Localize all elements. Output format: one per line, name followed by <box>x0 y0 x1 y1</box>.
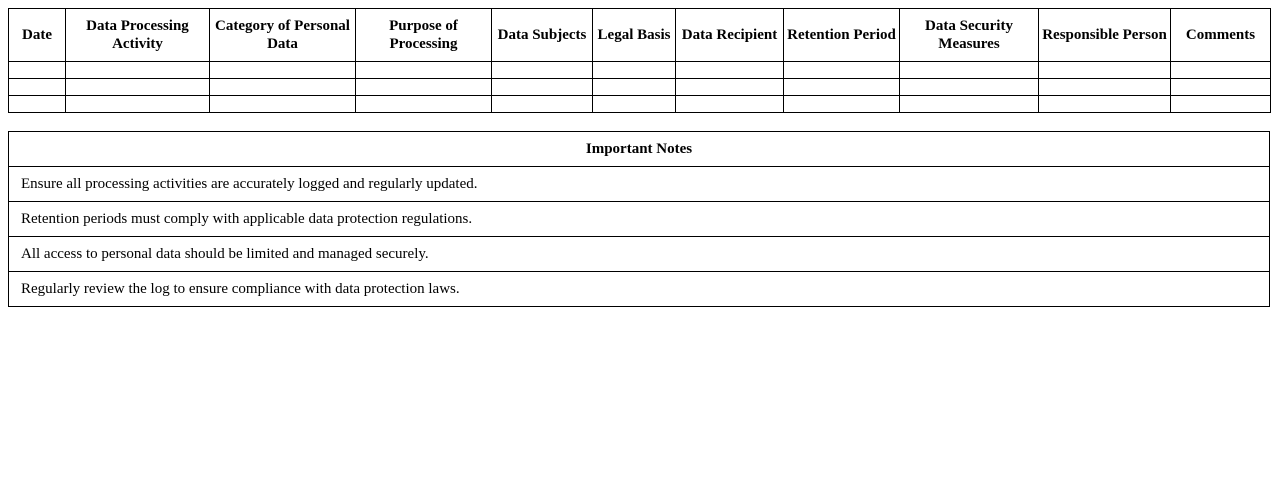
table-cell[interactable] <box>66 79 210 96</box>
notes-row <box>9 167 1270 202</box>
important-notes-section <box>8 131 1270 307</box>
table-cell[interactable] <box>1171 79 1271 96</box>
table-cell[interactable] <box>784 62 900 79</box>
table-cell[interactable] <box>593 96 676 113</box>
table-cell[interactable] <box>1039 62 1171 79</box>
table-cell[interactable] <box>900 79 1039 96</box>
note-item: All access to personal data should be limited and managed securely. <box>9 237 1270 272</box>
table-row <box>9 62 1271 79</box>
table-row <box>9 79 1271 96</box>
header-retention-period: Retention Period <box>784 9 900 62</box>
note-item: Retention periods must comply with applicable data protection regulations. <box>9 202 1270 237</box>
table-cell[interactable] <box>784 79 900 96</box>
table-cell[interactable] <box>1171 96 1271 113</box>
notes-row <box>9 202 1270 237</box>
processing-log-table <box>8 8 1271 113</box>
table-cell[interactable] <box>210 62 356 79</box>
table-cell[interactable] <box>492 96 593 113</box>
table-cell[interactable] <box>900 62 1039 79</box>
note-item: Regularly review the log to ensure compliance with data protection laws. <box>9 272 1270 307</box>
table-cell[interactable] <box>1039 79 1171 96</box>
table-header-row <box>9 9 1271 62</box>
document <box>8 8 1270 307</box>
notes-header-row <box>9 132 1270 167</box>
header-purpose-of-processing: Purpose of Processing <box>356 9 492 62</box>
table-cell[interactable] <box>356 96 492 113</box>
table-cell[interactable] <box>9 62 66 79</box>
header-category-of-personal-data: Category of Personal Data <box>210 9 356 62</box>
table-cell[interactable] <box>676 96 784 113</box>
header-comments: Comments <box>1171 9 1271 62</box>
table-cell[interactable] <box>593 62 676 79</box>
table-cell[interactable] <box>66 62 210 79</box>
table-cell[interactable] <box>1039 96 1171 113</box>
header-data-recipient: Data Recipient <box>676 9 784 62</box>
notes-title: Important Notes <box>9 132 1270 167</box>
table-cell[interactable] <box>9 96 66 113</box>
important-notes-table <box>8 131 1270 307</box>
table-cell[interactable] <box>356 79 492 96</box>
table-row <box>9 96 1271 113</box>
table-cell[interactable] <box>900 96 1039 113</box>
header-data-subjects: Data Subjects <box>492 9 593 62</box>
notes-row <box>9 272 1270 307</box>
table-cell[interactable] <box>356 62 492 79</box>
table-cell[interactable] <box>784 96 900 113</box>
header-legal-basis: Legal Basis <box>593 9 676 62</box>
table-cell[interactable] <box>593 79 676 96</box>
table-cell[interactable] <box>492 79 593 96</box>
header-data-security-measures: Data Security Measures <box>900 9 1039 62</box>
table-cell[interactable] <box>676 79 784 96</box>
table-cell[interactable] <box>210 96 356 113</box>
table-cell[interactable] <box>492 62 593 79</box>
header-data-processing-activity: Data Processing Activity <box>66 9 210 62</box>
table-cell[interactable] <box>1171 62 1271 79</box>
table-cell[interactable] <box>66 96 210 113</box>
header-date: Date <box>9 9 66 62</box>
table-cell[interactable] <box>9 79 66 96</box>
table-cell[interactable] <box>676 62 784 79</box>
header-responsible-person: Responsible Person <box>1039 9 1171 62</box>
notes-row <box>9 237 1270 272</box>
note-item: Ensure all processing activities are accurately logged and regularly updated. <box>9 167 1270 202</box>
table-cell[interactable] <box>210 79 356 96</box>
